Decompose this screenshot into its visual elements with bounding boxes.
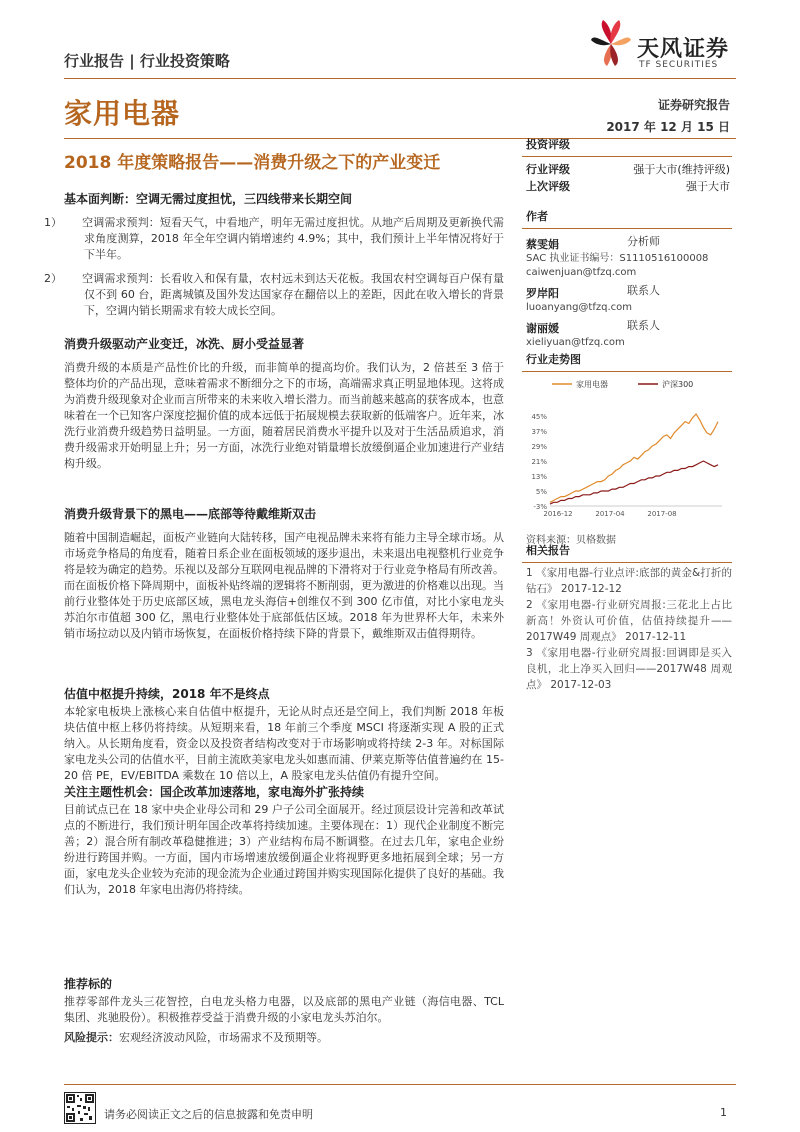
rating-row [522, 161, 732, 178]
x-tick-label: 2017-08 [647, 510, 677, 518]
paragraph: 本轮家电板块上涨核心来自估值中枢提升，无论从时点还是空间上，我们判断 2018 年板块估值中枢上移仍将持续。从短期来看，18 年前三个季度 MSCI 将逐渐实现 A 股的正式纳入。从长期角度看，资金以及投资者结构改变对于市场影响或将持续 2-3 年。对标国际家电龙头公司的估值水平，目前主流欧美家电龙头如惠而浦、伊莱克斯等估值普遍约在 15-20 倍 PE，EV/EBITDA 乘数在 10 倍以上，A 股家电龙头估值仍有提升空间。 [64, 705, 504, 782]
qr-code-icon [64, 1092, 96, 1124]
rating-heading: 投资评级 [526, 138, 570, 151]
section-heading: 推荐标的 [64, 977, 113, 991]
y-tick-label: 45% [531, 413, 547, 421]
related-report-link[interactable]: 3 《家用电器-行业研究周报:回调即是买入良机，北上净买入回归——2017W48 周观点》 2017-12-03 [526, 647, 732, 691]
section-heading: 关注主题性机会：国企改革加速落地，家电海外扩张持续 [64, 785, 365, 799]
related-panel [522, 542, 732, 693]
related-report-link[interactable]: 1 《家用电器-行业点评:底部的黄金&打折的钻石》 2017-12-12 [526, 567, 732, 595]
section-consumption-upgrade [64, 336, 504, 472]
report-type: 证券研究报告 [657, 98, 730, 112]
risk-warning [64, 1030, 504, 1046]
section-recommendations [64, 976, 504, 1026]
trend-panel [522, 351, 732, 548]
legend-label: 沪深300 [662, 380, 694, 389]
author-panel [522, 208, 732, 350]
report-category: 行业报告 | 行业投资策略 [64, 52, 230, 70]
paragraph [44, 215, 504, 263]
section-valuation [64, 686, 504, 898]
rating-label: 行业评级 [526, 163, 570, 176]
related-report-link[interactable]: 2 《家用电器-行业研究周报:三花北上占比新高！外资认可价值，估值持续提升——2017W49 周观点》 2017-12-11 [526, 599, 732, 643]
author-entry [522, 317, 732, 350]
footer-disclaimer: 请务必阅读正文之后的信息披露和免责申明 [104, 1108, 313, 1121]
chart-source: 资料来源：贝格数据 [526, 535, 616, 546]
author-email[interactable]: xieliyuan@tfzq.com [526, 337, 625, 348]
y-tick-label: 21% [531, 458, 547, 466]
author-name: 罗岸阳 [526, 287, 559, 300]
y-tick-label: 29% [531, 443, 547, 451]
author-entry [522, 233, 732, 280]
series-line [550, 414, 718, 502]
page-number: 1 [720, 1106, 727, 1119]
author-name: 谢丽媛 [526, 322, 559, 335]
logo-flower-icon [587, 18, 635, 70]
y-tick-label: 13% [531, 473, 547, 481]
author-name: 蔡雯娟 [526, 238, 559, 251]
divider [522, 228, 732, 229]
paragraph-text: 空调需求预判：短看天气，中看地产，明年无需过度担忧。从地产后周期及更新换代需求角度测算，2018 年全年空调内销增速约 4.9%；其中，我们预计上半年情况将好于下半年。 [82, 216, 504, 261]
report-title: 2018 年度策略报告——消费升级之下的产业变迁 [64, 153, 441, 173]
section-heading: 消费升级驱动产业变迁，冰洗、厨小受益显著 [64, 337, 305, 351]
author-heading: 作者 [526, 210, 548, 223]
paragraph: 消费升级的本质是产品性价比的升级，而非简单的提高均价。我们认为，2 倍甚至 3 倍于整体均价的产品出现，意味着需求不断细分之下的市场，高端需求真正明显地体现。这将成为消费升级现象对企业而言所带来的未来收入增长潜力。而当前越来越高的获客成本，也意味着在一个已知客户深度挖掘价值的成本远低于拓展规模去获取新的低端客户。近年来，冰洗行业消费升级趋势日益明显。一方面，随着居民消费水平提升以及对于生活品质追求，消费升级需求开始明显上升；另一方面，冰洗行业绝对销量增长放缓倒逼企业加速进行产业结构升级。 [64, 361, 504, 470]
paragraph: 目前试点已在 18 家中央企业母公司和 29 户子公司全面展开。经过顶层设计完善和改革试点的不断进行，我们预计明年国企改革将持续加速。主要体现在：1）现代企业制度不断完善；2）混合所有制改革稳健推进；3）产业结构布局不断调整。在过去几年，家电企业纷纷进行跨国并购。一方面，国内市场增速放缓倒逼企业将视野更多地拓展到全球；另一方面，家电龙头企业较为充沛的现金流为企业通过跨国并购实现国际化提供了良好的基础。我们认为，2018 年家电出海仍将持续。 [64, 803, 504, 896]
paragraph [44, 271, 504, 319]
footer-divider [64, 1084, 736, 1085]
divider [522, 156, 732, 157]
divider [522, 562, 732, 563]
company-logo [587, 18, 747, 74]
related-heading: 相关报告 [526, 544, 570, 557]
logo-subtext: TF SECURITIES [639, 60, 719, 70]
y-tick-label: 37% [531, 428, 547, 436]
prev-rating-value: 强于大市 [686, 180, 730, 193]
paragraph: 随着中国制造崛起，面板产业链向大陆转移，国产电视品牌未来将有能力主导全球市场。从市场竞争格局的角度看，随着日系企业在面板领域的逐步退出，未来退出电视整机行业竞争将是较为确定的趋势。乐视以及部分互联网电视品牌的下滑将对于行业竞争格局有所改善。而在面板价格下降周期中，面板补贴终端的逻辑将不断削弱，更为激进的价格难以出现。当前行业整体处于历史底部区域，黑电龙头海信+创维仅不到 300 亿市值，对比小家电龙头苏泊尔市值超 300 亿，黑电行业整体处于底部低估区域。2018 年为世界杯大年，未来外销市场拉动以及内销市场恢复，在面板价格持续下降的背景下，戴维斯双击值得期待。 [64, 531, 504, 640]
logo-text: 天风证券 [637, 37, 730, 62]
author-role: 联系人 [627, 319, 660, 332]
y-tick-label: -3% [533, 503, 547, 511]
prev-rating-label: 上次评级 [526, 180, 570, 193]
author-role: 分析师 [627, 235, 660, 248]
report-date: 2017 年 12 月 15 日 [606, 120, 730, 134]
industry-trend-chart [522, 372, 732, 520]
author-entry [522, 282, 732, 315]
paragraph-text: 空调需求预判：长看收入和保有量，农村远未到达天花板。我国农村空调每百户保有量仅不到 60 台，距离城镇及国外发达国家存在翻倍以上的差距，因此在收入增长的背景下，空调内销长期需求有较大成长空间。 [82, 272, 504, 317]
y-tick-label: 5% [535, 488, 547, 496]
legend-label: 家用电器 [576, 380, 608, 389]
section-heading: 估值中枢提升持续，2018 年不是终点 [64, 687, 270, 701]
rating-panel [522, 136, 732, 195]
sector-title: 家用电器 [64, 97, 181, 130]
section-black-appliances [64, 506, 504, 642]
risk-text: 宏观经济波动风险，市场需求不及预期等。 [119, 1031, 328, 1044]
section-heading: 消费升级背景下的黑电——底部等待戴维斯双击 [64, 507, 317, 521]
section-fundamentals [44, 191, 504, 319]
author-email[interactable]: luoanyang@tfzq.com [526, 302, 633, 313]
paragraph: 推荐零部件龙头三花智控，白电龙头格力电器，以及底部的黑电产业链（海信电器、TCL 集团、兆驰股份）。积极推荐受益于消费升级的小家电龙头苏泊尔。 [64, 995, 504, 1024]
section-heading: 基本面判断：空调无需过度担忧，三四线带来长期空间 [64, 192, 353, 206]
series-line [550, 461, 718, 504]
list-number: 2） [44, 272, 62, 285]
author-role: 联系人 [627, 284, 660, 297]
risk-label: 风险提示： [64, 1031, 119, 1044]
prev-rating-row [522, 178, 732, 195]
list-number: 1） [44, 216, 62, 229]
header-divider [64, 78, 736, 79]
author-cert: SAC 执业证书编号：S1110516100008 [526, 253, 709, 264]
author-email[interactable]: caiwenjuan@tfzq.com [526, 267, 637, 278]
rating-value: 强于大市(维持评级) [633, 163, 730, 176]
x-tick-label: 2017-04 [595, 510, 625, 518]
x-tick-label: 2016-12 [543, 510, 573, 518]
trend-heading: 行业走势图 [526, 353, 581, 366]
